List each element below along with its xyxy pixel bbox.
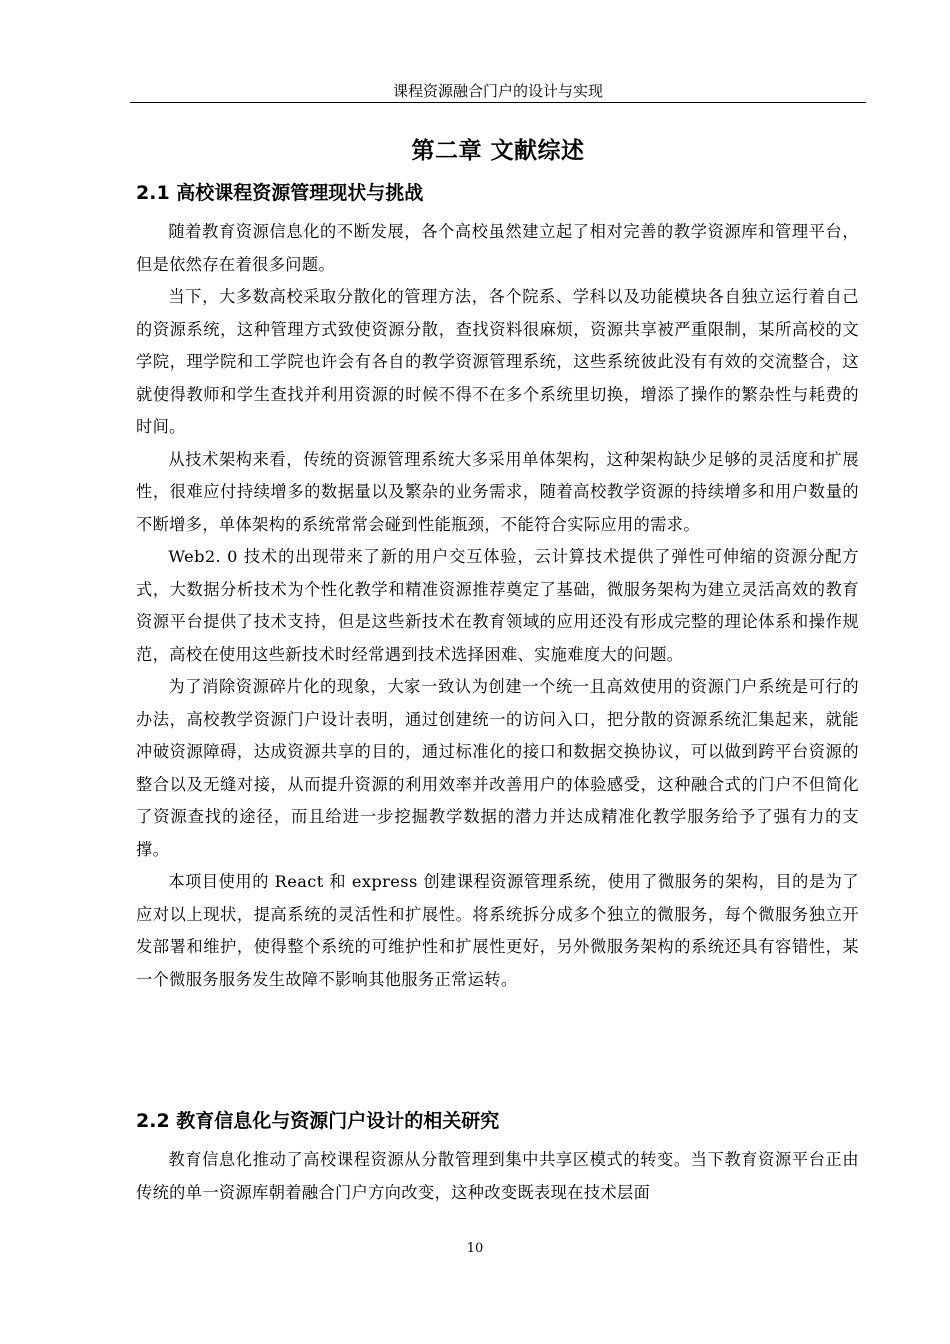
section-2-1-body [136,216,859,996]
paragraph: 随着教育资源信息化的不断发展，各个高校虽然建立起了相对完善的教学资源库和管理平台，但是依然存在着很多问题。 [136,222,859,274]
paragraph: 当下，大多数高校采取分散化的管理方法，各个院系、学科以及功能模块各自独立运行着自己的资源系统，这种管理方式致使资源分散，查找资料很麻烦，资源共享被严重限制，某所高校的文学院，理学院和工学院也许会有各自的教学资源管理系统，这些系统彼此没有有效的交流整合，这就使得教师和学生查找并利用资源的时候不得不在多个系统里切换，增添了操作的繁杂性与耗费的时间。 [136,287,859,436]
paragraph: Web2. 0 技术的出现带来了新的用户交互体验，云计算技术提供了弹性可伸缩的资源分配方式，大数据分析技术为个性化教学和精准资源推荐奠定了基础，微服务架构为建立灵活高效的教育资源平台提供了技术支持，但是这些新技术在教育领域的应用还没有形成完整的理论体系和操作规范，高校在使用这些新技术时经常遇到技术选择困难、实施难度大的问题。 [136,547,859,664]
section-title-2-1: 2.1 高校课程资源管理现状与挑战 [136,182,424,204]
paragraph: 从技术架构来看，传统的资源管理系统大多采用单体架构，这种架构缺少足够的灵活度和扩展性，很难应付持续增多的数据量以及繁杂的业务需求，随着高校教学资源的持续增多和用户数量的不断增多，单体架构的系统常常会碰到性能瓶颈，不能符合实际应用的需求。 [136,449,859,534]
paragraph: 本项目使用的 React 和 express 创建课程资源管理系统，使用了微服务的架构，目的是为了应对以上现状，提高系统的灵活性和扩展性。将系统拆分成多个独立的微服务，每个微服务独立开发部署和维护，使得整个系统的可维护性和扩展性更好，另外微服务架构的系统还具有容错性，某一个微服务服务发生故障不影响其他服务正常运转。 [136,872,859,989]
paragraph: 为了消除资源碎片化的现象，大家一致认为创建一个统一且高效使用的资源门户系统是可行的办法，高校教学资源门户设计表明，通过创建统一的访问入口，把分散的资源系统汇集起来，就能冲破资源障碍，达成资源共享的目的，通过标准化的接口和数据交换协议，可以做到跨平台资源的整合以及无缝对接，从而提升资源的利用效率并改善用户的体验感受，这种融合式的门户不但简化了资源查找的途径，而且给进一步挖掘教学数据的潜力并达成精准化教学服务给予了强有力的支撑。 [136,677,859,859]
paragraph: 教育信息化推动了高校课程资源从分散管理到集中共享区模式的转变。当下教育资源平台正由传统的单一资源库朝着融合门户方向改变，这种改变既表现在技术层面 [136,1150,859,1202]
section-2-2-body [136,1144,859,1209]
page-number: 10 [466,1241,484,1256]
section-title-2-2: 2.2 教育信息化与资源门户设计的相关研究 [136,1110,500,1132]
chapter-title: 第二章 文献综述 [411,138,585,164]
running-header: 课程资源融合门户的设计与实现 [130,80,866,103]
